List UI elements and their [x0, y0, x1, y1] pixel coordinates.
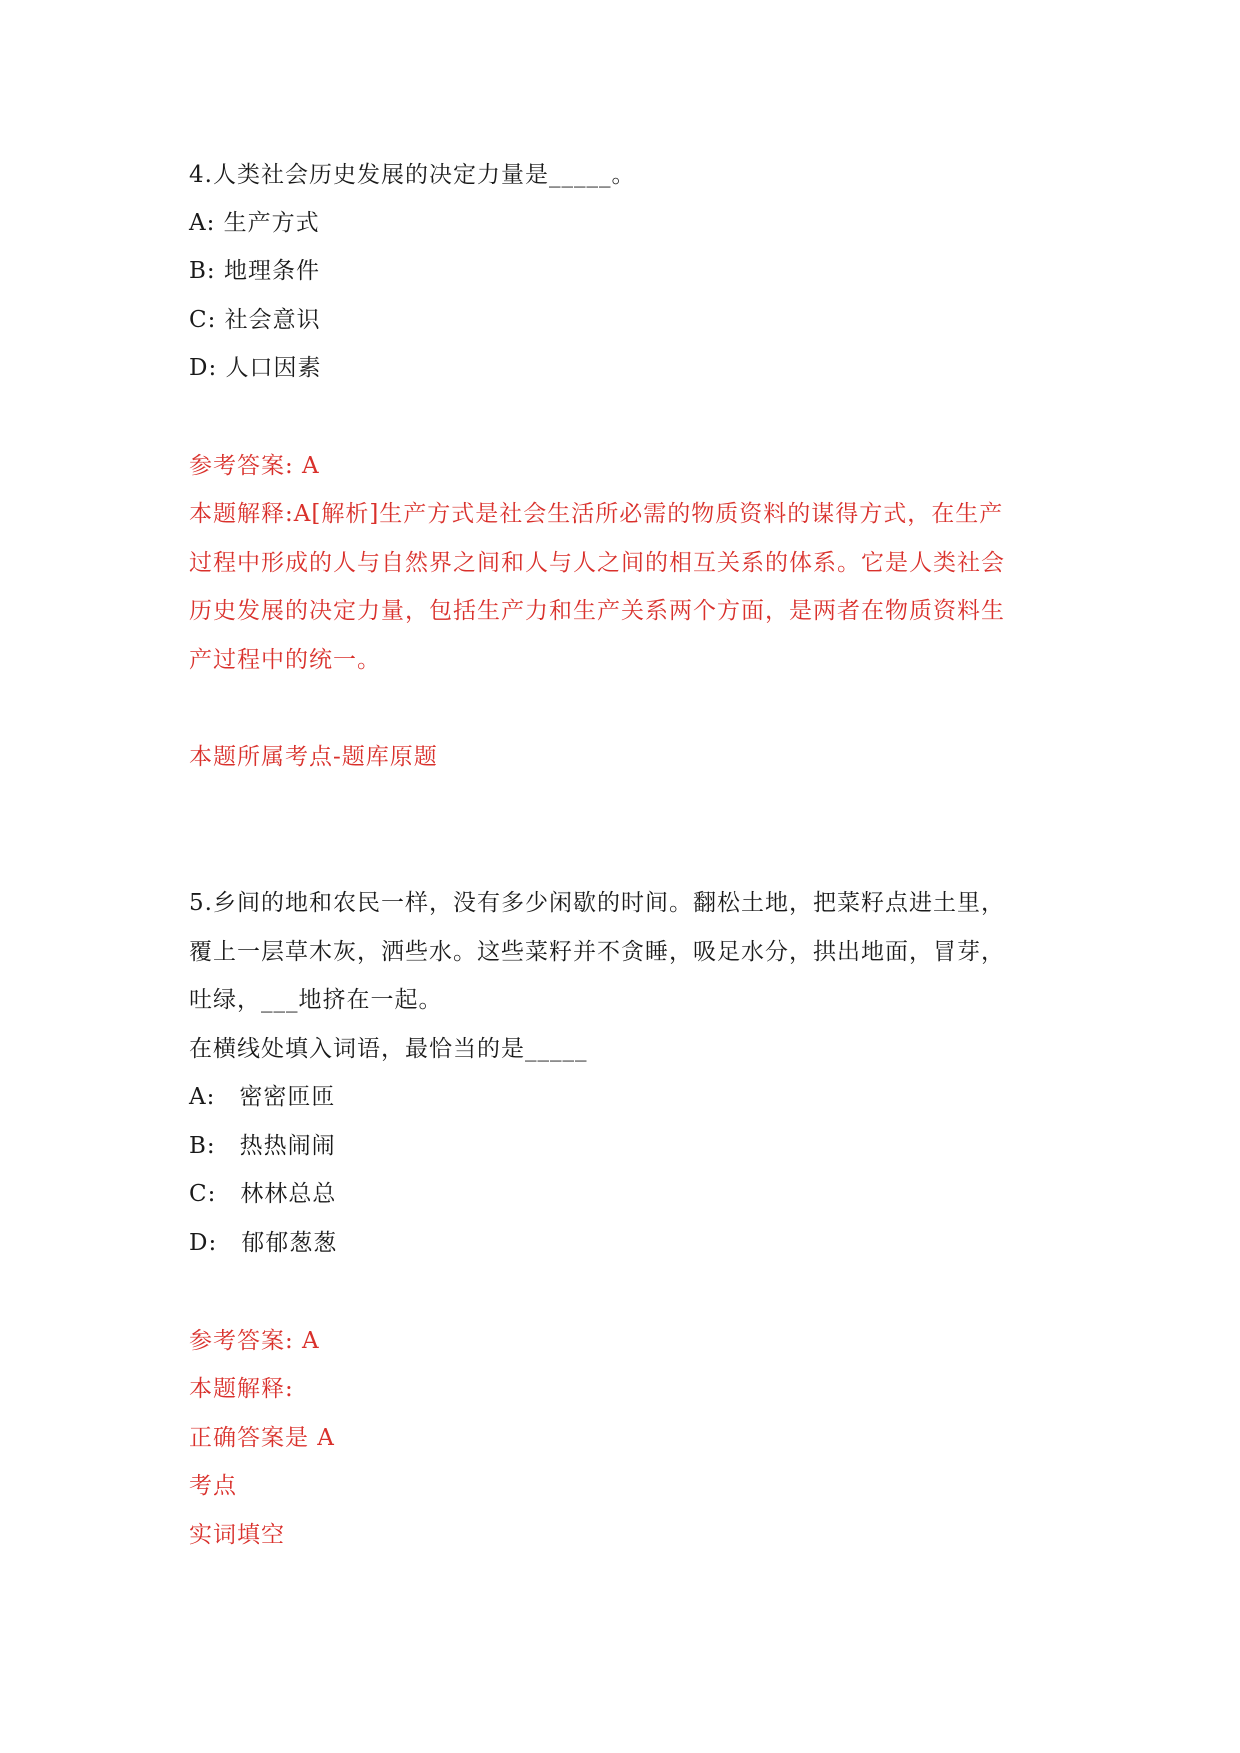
q5-answer: 参考答案: A [189, 1328, 320, 1354]
q5-question-line: 5.乡间的地和农民一样，没有多少闲歇的时间。翻松土地，把菜籽点进土里， [189, 890, 1005, 916]
q4-question: 4.人类社会历史发展的决定力量是_____。 [189, 162, 636, 188]
q5-option-a: A: 密密匝匝 [189, 1084, 336, 1110]
q5-option-c: C: 林林总总 [189, 1181, 337, 1207]
q4-explanation-line: 历史发展的决定力量，包括生产力和生产关系两个方面，是两者在物质资料生 [189, 598, 1005, 624]
q5-question-line: 在横线处填入词语，最恰当的是_____ [189, 1036, 588, 1062]
q5-question-line: 覆上一层草木灰，洒些水。这些菜籽并不贪睡，吸足水分，拱出地面，冒芽， [189, 939, 1005, 965]
q5-option-d: D: 郁郁葱葱 [189, 1230, 338, 1256]
q4-option-d: D: 人口因素 [189, 355, 322, 381]
q4-explanation-line: 产过程中的统一。 [189, 647, 381, 673]
q5-option-b: B: 热热闹闹 [189, 1133, 336, 1159]
q4-explanation-line: 本题解释:A[解析]生产方式是社会生活所必需的物质资料的谋得方式，在生产 [189, 501, 1004, 527]
q5-question-line: 吐绿，___地挤在一起。 [189, 987, 443, 1013]
q5-knowledge-value: 实词填空 [189, 1522, 285, 1548]
q4-option-b: B: 地理条件 [189, 258, 320, 284]
q5-explanation-label: 本题解释: [189, 1376, 294, 1402]
q4-option-c: C: 社会意识 [189, 307, 321, 333]
q4-answer: 参考答案: A [189, 453, 320, 479]
q5-knowledge-label: 考点 [189, 1473, 237, 1499]
q4-option-a: A: 生产方式 [189, 210, 320, 236]
q4-knowledge-point: 本题所属考点-题库原题 [189, 744, 438, 770]
q5-correct-answer: 正确答案是 A [189, 1425, 335, 1451]
q4-explanation-line: 过程中形成的人与自然界之间和人与人之间的相互关系的体系。它是人类社会 [189, 550, 1005, 576]
